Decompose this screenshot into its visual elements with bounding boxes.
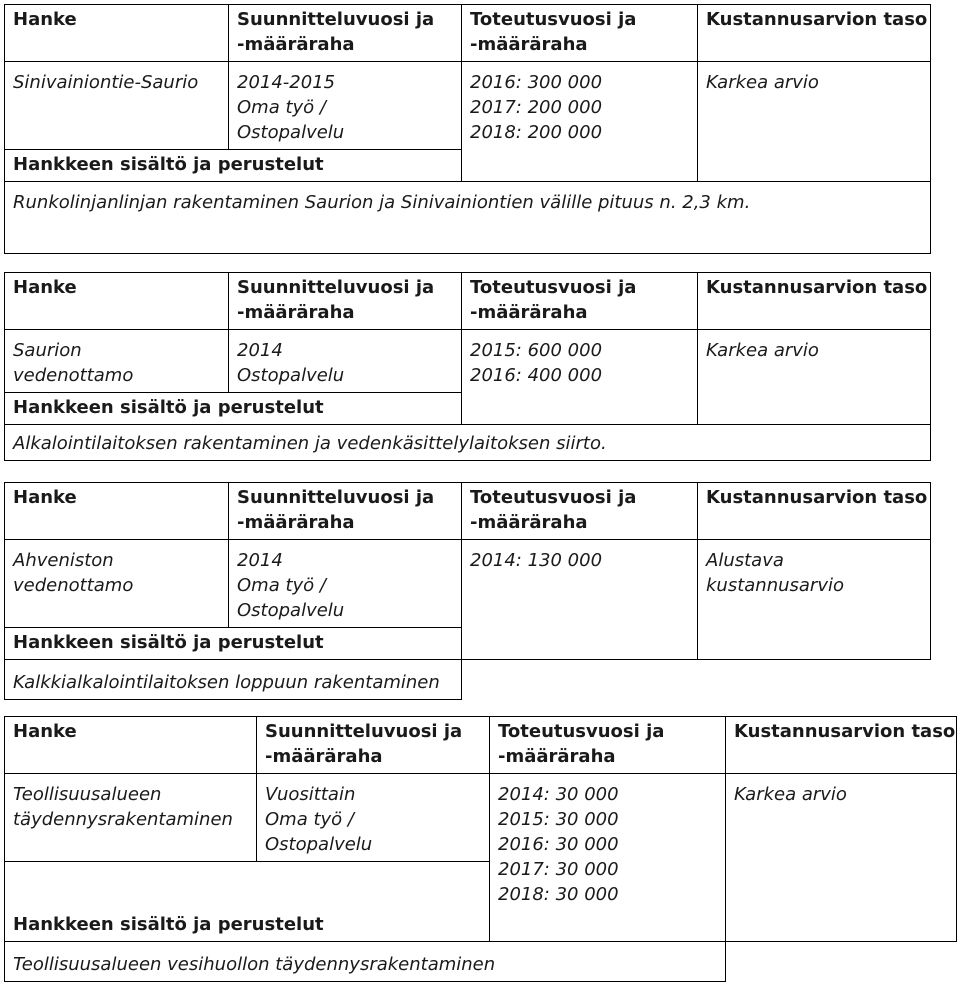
planning-cell: 2014-2015 Oma työ / Ostopalvelu <box>229 62 462 150</box>
header-implementation: Toteutusvuosi ja -määräraha <box>462 5 698 62</box>
planning-cell: Vuosittain Oma työ / Ostopalvelu <box>257 774 490 862</box>
project-table-4 <box>4 716 957 982</box>
project-name-cell: Teollisuusalueen täydennysrakentaminen <box>5 774 257 862</box>
implementation-cell: 2015: 600 000 2016: 400 000 <box>462 330 698 425</box>
header-implementation: Toteutusvuosi ja -määräraha <box>462 273 698 330</box>
header-estimate: Kustannusarvion taso <box>726 717 957 774</box>
header-estimate: Kustannusarvion taso <box>698 483 931 540</box>
project-name-cell: Ahveniston vedenottamo <box>5 540 229 628</box>
header-project: Hanke <box>5 273 229 330</box>
implementation-cell: 2016: 300 000 2017: 200 000 2018: 200 000 <box>462 62 698 182</box>
header-project: Hanke <box>5 717 257 774</box>
content-label: Hankkeen sisältö ja perustelut <box>5 393 462 425</box>
planning-cell: 2014 Oma työ / Ostopalvelu <box>229 540 462 628</box>
header-estimate: Kustannusarvion taso <box>698 5 931 62</box>
header-estimate: Kustannusarvion taso <box>698 273 931 330</box>
estimate-cell: Karkea arvio <box>698 62 931 182</box>
project-name-cell: Sinivainiontie-Saurio <box>5 62 229 150</box>
project-name-cell: Saurion vedenottamo <box>5 330 229 393</box>
header-project: Hanke <box>5 5 229 62</box>
header-planning: Suunnitteluvuosi ja -määräraha <box>229 273 462 330</box>
header-project: Hanke <box>5 483 229 540</box>
content-label: Hankkeen sisältö ja perustelut <box>5 150 462 182</box>
estimate-cell: Karkea arvio <box>726 774 957 942</box>
project-table-1 <box>4 4 931 254</box>
header-planning: Suunnitteluvuosi ja -määräraha <box>229 5 462 62</box>
planning-cell: 2014 Ostopalvelu <box>229 330 462 393</box>
project-table-2 <box>4 272 931 461</box>
header-planning: Suunnitteluvuosi ja -määräraha <box>257 717 490 774</box>
project-description: Alkalointilaitoksen rakentaminen ja vedenkäsittelylaitoksen siirto. <box>5 425 931 461</box>
estimate-cell: Karkea arvio <box>698 330 931 425</box>
project-description: Runkolinjanlinjan rakentaminen Saurion ja Sinivainiontien välille pituus n. 2,3 km. <box>5 182 931 254</box>
content-label: Hankkeen sisältö ja perustelut <box>5 862 490 942</box>
project-description: Teollisuusalueen vesihuollon täydennysrakentaminen <box>5 942 726 982</box>
header-implementation: Toteutusvuosi ja -määräraha <box>490 717 726 774</box>
project-description: Kalkkialkalointilaitoksen loppuun rakentaminen <box>5 660 462 700</box>
project-table-3 <box>4 482 931 700</box>
content-label: Hankkeen sisältö ja perustelut <box>5 628 462 660</box>
header-implementation: Toteutusvuosi ja -määräraha <box>462 483 698 540</box>
estimate-cell: Alustava kustannusarvio <box>698 540 931 660</box>
implementation-cell: 2014: 30 000 2015: 30 000 2016: 30 000 2017: 30 000 2018: 30 000 <box>490 774 726 942</box>
implementation-cell: 2014: 130 000 <box>462 540 698 660</box>
header-planning: Suunnitteluvuosi ja -määräraha <box>229 483 462 540</box>
